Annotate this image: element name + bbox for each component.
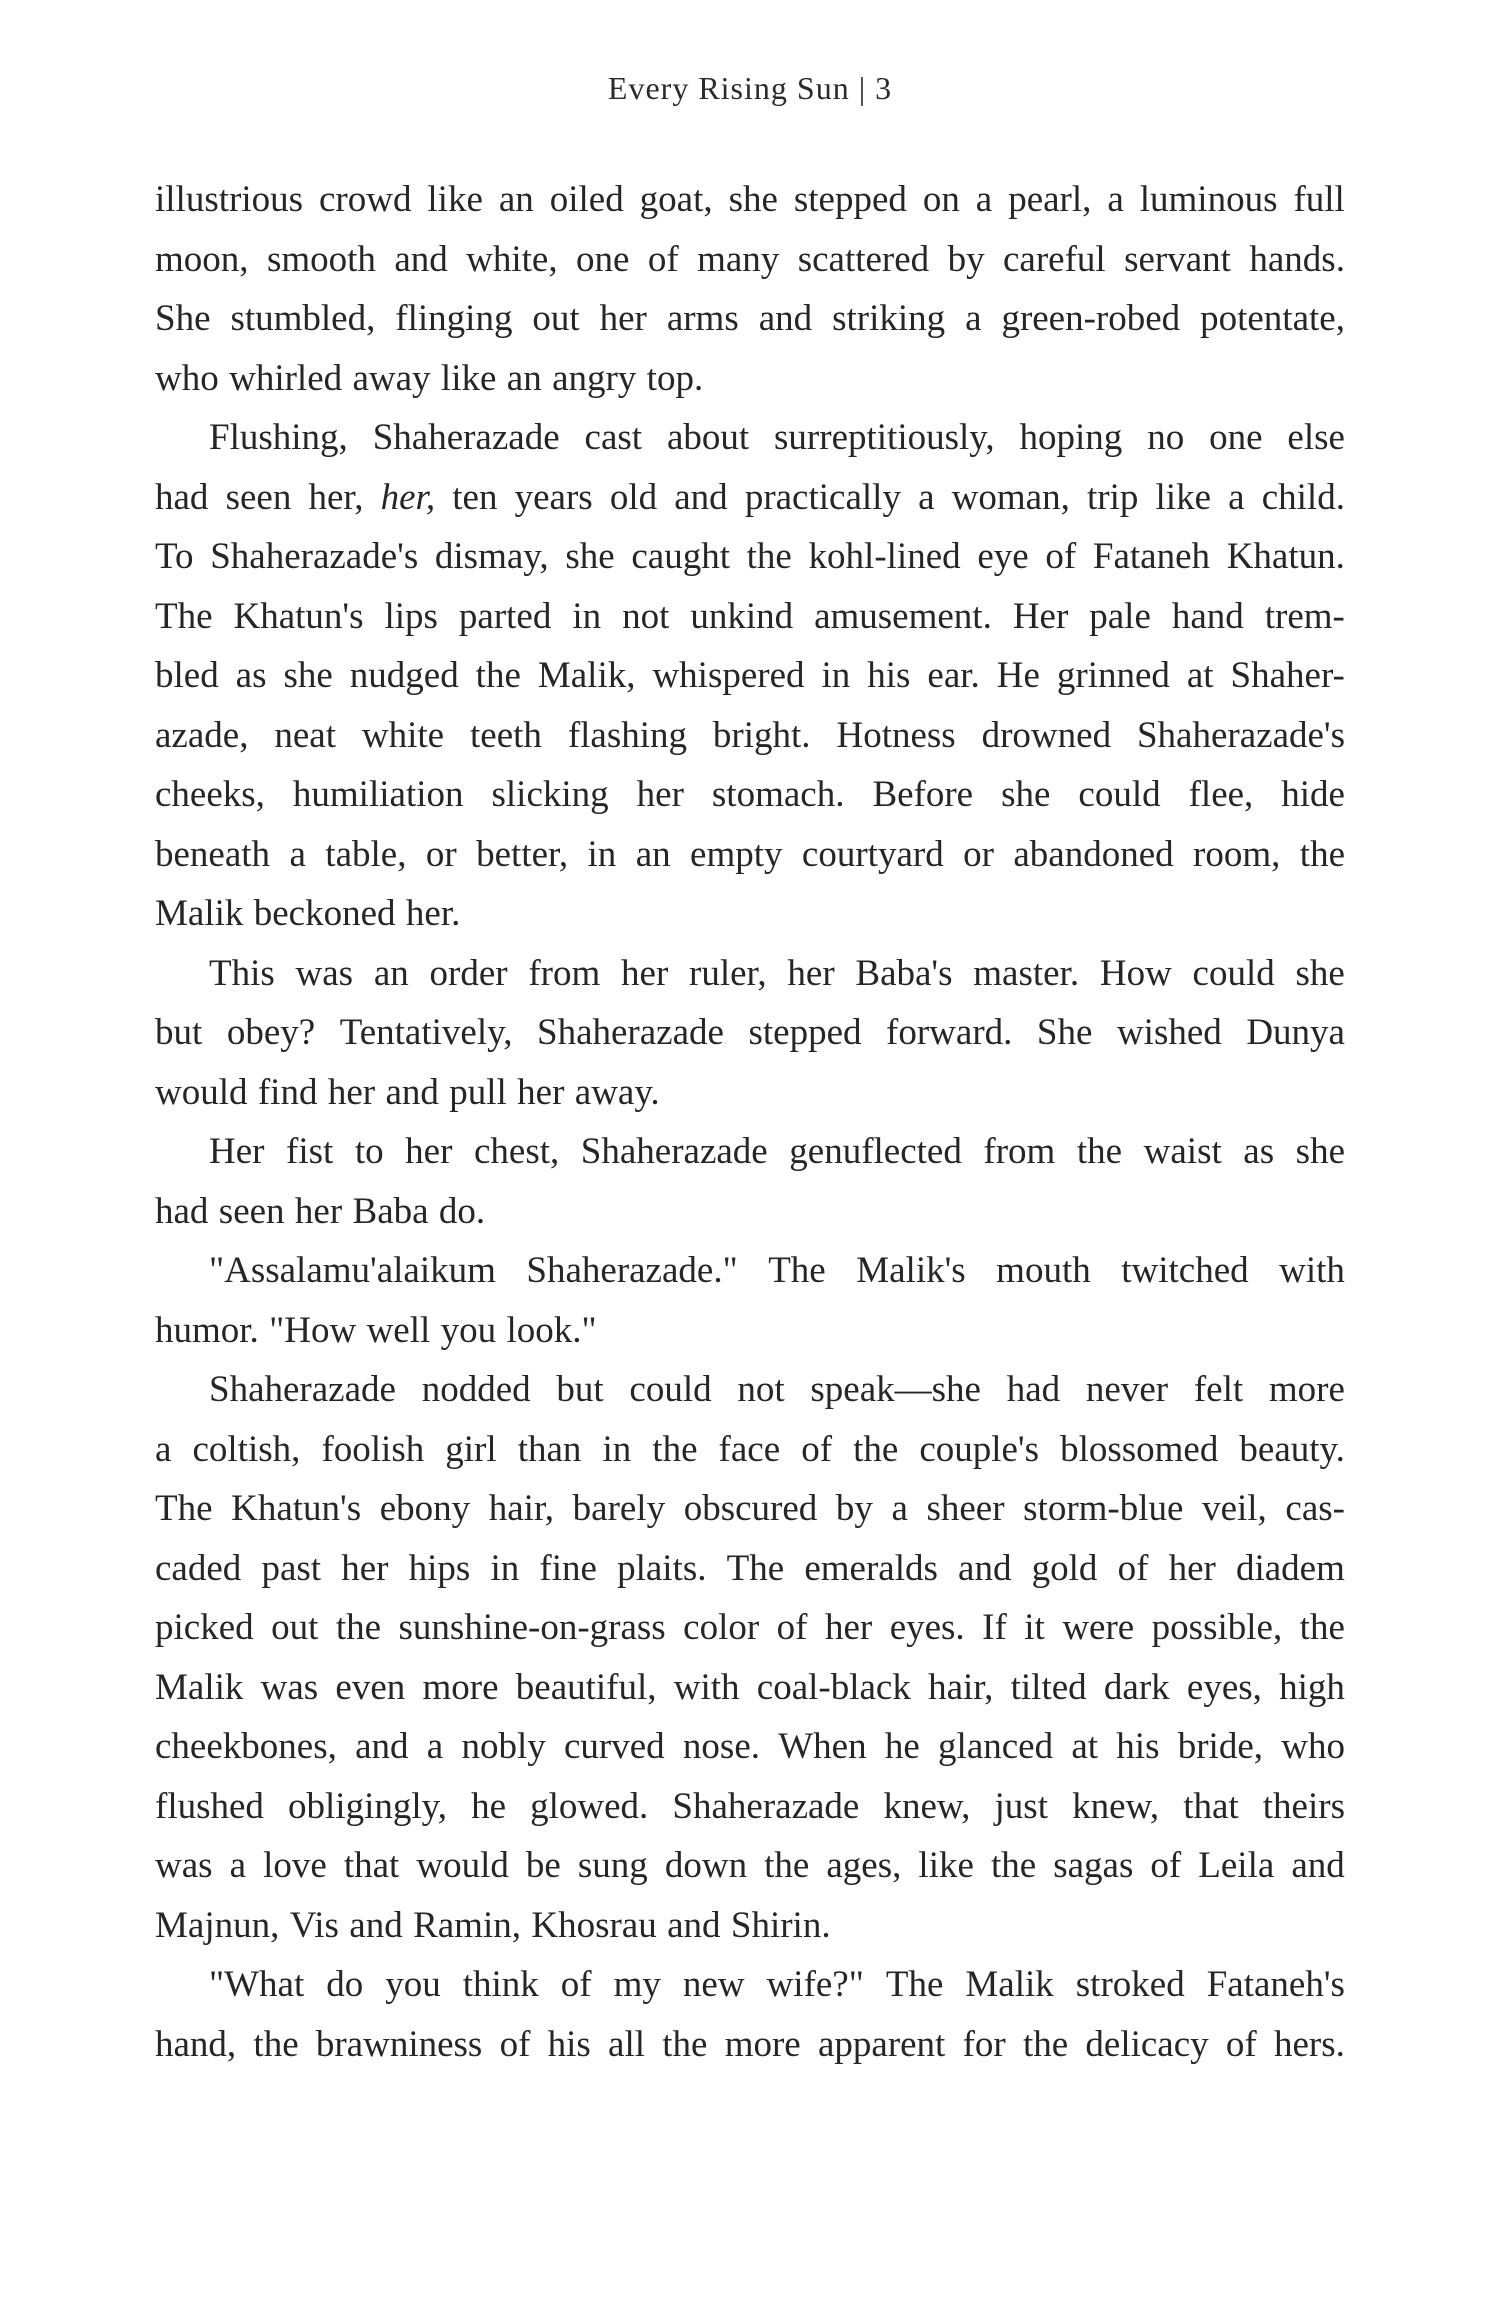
text-line: "Assalamu'alaikum Shaherazade." The Malik's mouth twitched with	[209, 1250, 1345, 1291]
text-line: would find her and pull her away.	[155, 1071, 660, 1113]
text-line: cheekbones, and a nobly curved nose. When he glanced at his bride, who	[155, 1726, 1345, 1767]
text-line: who whirled away like an angry top.	[155, 357, 704, 399]
body-text	[155, 170, 1345, 2074]
text-line: Majnun, Vis and Ramin, Khosrau and Shirin.	[155, 1904, 831, 1946]
text-line: illustrious crowd like an oiled goat, she stepped on a pearl, a luminous full	[155, 179, 1345, 220]
text-line: picked out the sunshine-on-grass color of her eyes. If it were possible, the	[155, 1607, 1345, 1648]
text-line: This was an order from her ruler, her Baba's master. How could she	[209, 952, 1345, 994]
text-line: had seen her, her, ten years old and practically a woman, trip like a child.	[155, 476, 1345, 518]
text-line: was a love that would be sung down the ages, like the sagas of Leila and	[155, 1845, 1345, 1886]
text-line: To Shaherazade's dismay, she caught the kohl-lined eye of Fataneh Khatun.	[155, 536, 1345, 577]
text-line: azade, neat white teeth flashing bright. Hotness drowned Shaherazade's	[155, 714, 1345, 756]
text-line: The Khatun's ebony hair, barely obscured by a sheer storm-blue veil, cas-	[155, 1488, 1345, 1529]
text-line: caded past her hips in fine plaits. The emeralds and gold of her diadem	[155, 1547, 1345, 1589]
text-line: a coltish, foolish girl than in the face of the couple's blossomed beauty.	[155, 1428, 1345, 1470]
running-head: Every Rising Sun | 3	[607, 70, 893, 106]
text-line: hand, the brawniness of his all the more apparent for the delicacy of hers.	[155, 2023, 1345, 2065]
text-line: Shaherazade nodded but could not speak—she had never felt more	[209, 1369, 1345, 1410]
text-line: She stumbled, flinging out her arms and striking a green-robed potentate,	[155, 298, 1345, 339]
text-line: beneath a table, or better, in an empty courtyard or abandoned room, the	[155, 833, 1345, 875]
text-line: had seen her Baba do.	[155, 1190, 486, 1232]
text-line: humor. "How well you look."	[155, 1309, 597, 1351]
text-line: The Khatun's lips parted in not unkind amusement. Her pale hand trem-	[155, 595, 1345, 637]
text-line: cheeks, humiliation slicking her stomach. Before she could flee, hide	[155, 774, 1345, 815]
text-line: "What do you think of my new wife?" The Malik stroked Fataneh's	[209, 1964, 1345, 2005]
text-line: Malik was even more beautiful, with coal-black hair, tilted dark eyes, high	[155, 1666, 1345, 1708]
text-line: but obey? Tentatively, Shaherazade stepped forward. She wished Dunya	[155, 1012, 1345, 1053]
text-line: bled as she nudged the Malik, whispered in his ear. He grinned at Shaher-	[155, 655, 1345, 696]
text-line: Malik beckoned her.	[155, 893, 461, 934]
text-line: Her fist to her chest, Shaherazade genuflected from the waist as she	[209, 1131, 1345, 1172]
text-line: Flushing, Shaherazade cast about surreptitiously, hoping no one else	[209, 417, 1345, 458]
text-line: moon, smooth and white, one of many scattered by careful servant hands.	[155, 238, 1345, 280]
text-line: flushed obligingly, he glowed. Shaherazade knew, just knew, that theirs	[155, 1785, 1345, 1827]
